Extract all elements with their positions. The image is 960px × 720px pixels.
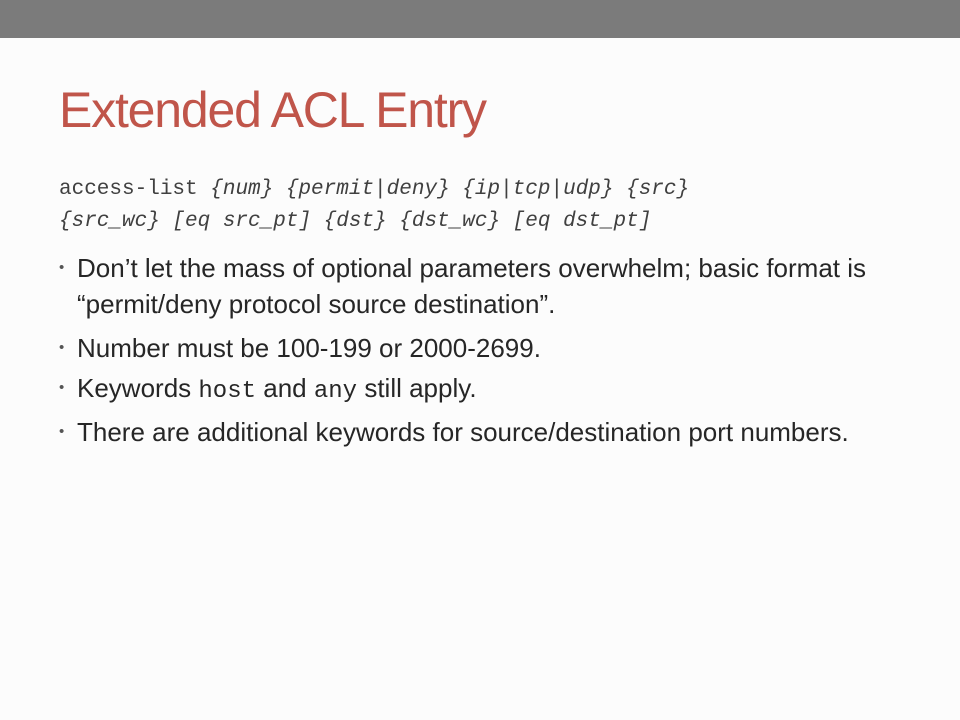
syntax-args-1: {num} {permit|deny} {ip|tcp|udp} {src} (210, 178, 690, 201)
syntax-line-1 (59, 174, 919, 206)
acl-syntax (59, 174, 919, 238)
bullet-text: Number must be 100-199 or 2000-2699. (77, 333, 541, 363)
keyword-any: any (313, 378, 358, 405)
bullet-text: Don’t let the mass of optional parameters overwhelm; basic format is “permit/deny protocol source destination”. (77, 253, 867, 319)
keyword-host: host (198, 378, 256, 405)
bullet-item (59, 370, 909, 410)
bullet-text-pre: Keywords (77, 373, 192, 403)
bullet-text-mid: and (263, 373, 307, 403)
bullet-text-post: still apply. (364, 373, 477, 403)
top-bar (0, 0, 960, 38)
bullet-list (59, 250, 909, 458)
bullet-item (59, 330, 909, 366)
slide-title: Extended ACL Entry (59, 82, 486, 138)
bullet-icon: • (59, 423, 65, 440)
bullet-item (59, 250, 909, 322)
bullet-icon: • (59, 379, 65, 396)
bullet-text: There are additional keywords for source/destination port numbers. (77, 417, 849, 447)
bullet-item (59, 414, 909, 450)
syntax-line-2: {src_wc} [eq src_pt] {dst} {dst_wc} [eq dst_pt] (59, 210, 652, 233)
bullet-icon: • (59, 339, 65, 356)
bullet-icon: • (59, 259, 65, 276)
syntax-command: access-list (59, 178, 198, 201)
